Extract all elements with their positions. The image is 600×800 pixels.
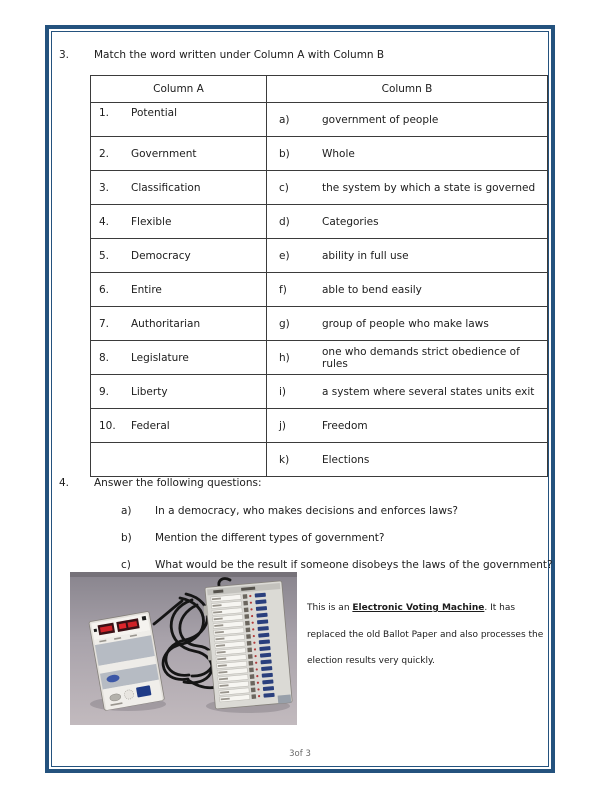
evm-ballot-unit (202, 581, 292, 710)
question-3-text: Match the word written under Column A with Column B (94, 49, 385, 61)
match-table (90, 75, 548, 477)
question-3-number: 3. (59, 49, 70, 61)
question-4 (59, 477, 262, 489)
table-row: 4. Flexible d) Categories (91, 204, 547, 238)
table-row: k) Elections (91, 442, 547, 476)
match-table-header (91, 76, 547, 102)
evm-caption-bold: Electronic Voting Machine (352, 603, 485, 613)
table-row: 8. Legislature h) one who demands strict obedience of rules (91, 340, 547, 374)
table-row: 6. Entire f) able to bend easily (91, 272, 547, 306)
table-row: 9. Liberty i) a system where several states units exit (91, 374, 547, 408)
question-4a: a) In a democracy, who makes decisions and enforces laws? (121, 505, 458, 517)
page-number: 3of 3 (289, 749, 311, 759)
column-a-header: Column A (91, 76, 267, 102)
page-content (49, 29, 551, 769)
question-3 (59, 49, 384, 61)
evm-caption-line1: This is an Electronic Voting Machine. It has (307, 603, 516, 613)
table-row: 10. Federal j) Freedom (91, 408, 547, 442)
question-4-text: Answer the following questions: (94, 477, 262, 489)
evm-photo-graphic (70, 572, 297, 725)
evm-caption (307, 595, 559, 675)
table-row: 2. Government b) Whole (91, 136, 547, 170)
table-row: 3. Classification c) the system by which a state is governed (91, 170, 547, 204)
evm-caption-line2: replaced the old Ballot Paper and also processes the (307, 629, 544, 640)
question-4c: c) What would be the result if someone disobeys the laws of the government? (121, 559, 553, 571)
table-row: 1. Potential a) government of people (91, 102, 547, 136)
question-4-number: 4. (59, 477, 70, 489)
question-4b: b) Mention the different types of government? (121, 532, 385, 544)
table-row: 7. Authoritarian g) group of people who make laws (91, 306, 547, 340)
column-b-header: Column B (381, 83, 433, 95)
table-row: 5. Democracy e) ability in full use (91, 238, 547, 272)
evm-photo (70, 572, 297, 725)
evm-caption-line3: election results very quickly. (307, 656, 435, 666)
